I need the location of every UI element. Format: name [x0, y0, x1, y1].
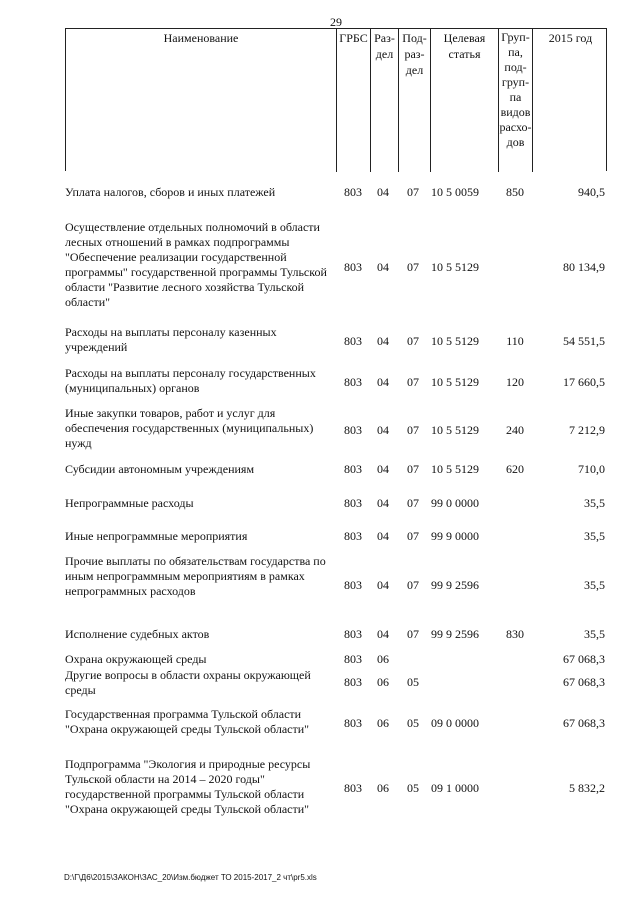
row-razdel: 04 [377, 375, 389, 389]
row-razdel: 04 [377, 627, 389, 641]
row-target-article: 09 0 0000 [431, 716, 479, 730]
table-header [65, 28, 607, 171]
row-name: Другие вопросы в области охраны окружающей среды [65, 668, 311, 697]
row-grbs: 803 [344, 496, 362, 510]
header-grbs: ГРБС [336, 29, 370, 172]
row-podrazdel: 07 [407, 185, 419, 199]
row-grbs: 803 [344, 375, 362, 389]
row-target-article: 10 5 5129 [431, 334, 479, 348]
row-target-article: 10 5 5129 [431, 462, 479, 476]
row-amount: 35,5 [584, 496, 605, 510]
row-name: Подпрограмма "Экология и природные ресурсы Тульской области на 2014 – 2020 годы" государственной программы Тульской области "Охрана окружающей среды Тульской области" [65, 757, 311, 816]
row-amount: 710,0 [578, 462, 605, 476]
row-grbs: 803 [344, 462, 362, 476]
row-name: Охрана окружающей среды [65, 652, 207, 666]
row-grbs: 803 [344, 334, 362, 348]
footer-file-path: D:\Г\Д6\2015\ЗАКОН\ЗАС_20\Изм.бюджет ТО 2015-2017_2 чт\pr5.xls [64, 873, 317, 882]
row-name: Государственная программа Тульской области "Охрана окружающей среды Тульской области" [65, 707, 310, 736]
row-name: Субсидии автономным учреждениям [65, 462, 255, 476]
row-name: Прочие выплаты по обязательствам государства по иным непрограммным мероприятиям в рамках непрограммных расходов [65, 554, 326, 598]
row-group: 120 [506, 375, 524, 389]
row-razdel: 04 [377, 462, 389, 476]
row-podrazdel: 07 [407, 260, 419, 274]
row-razdel: 06 [377, 675, 389, 689]
row-target-article: 99 0 0000 [431, 496, 479, 510]
row-group: 110 [506, 334, 524, 348]
row-target-article: 99 9 2596 [431, 578, 479, 592]
row-razdel: 04 [377, 578, 389, 592]
row-target-article: 10 5 0059 [431, 185, 479, 199]
row-grbs: 803 [344, 578, 362, 592]
row-razdel: 04 [377, 260, 389, 274]
row-name: Иные непрограммные мероприятия [65, 529, 248, 543]
row-name: Уплата налогов, сборов и иных платежей [65, 185, 276, 199]
header-target-article: Целевая статья [430, 29, 498, 172]
row-podrazdel: 07 [407, 375, 419, 389]
row-target-article: 10 5 5129 [431, 260, 479, 274]
row-grbs: 803 [344, 529, 362, 543]
row-grbs: 803 [344, 675, 362, 689]
row-podrazdel: 05 [407, 716, 419, 730]
row-target-article: 99 9 2596 [431, 627, 479, 641]
row-grbs: 803 [344, 716, 362, 730]
row-name: Расходы на выплаты персоналу казенных учреждений [65, 325, 277, 354]
header-year: 2015 год [532, 29, 608, 172]
row-razdel: 04 [377, 496, 389, 510]
row-grbs: 803 [344, 423, 362, 437]
row-amount: 67 068,3 [563, 675, 605, 689]
row-amount: 5 832,2 [569, 781, 605, 795]
row-group: 240 [506, 423, 524, 437]
row-podrazdel: 05 [407, 675, 419, 689]
row-razdel: 06 [377, 781, 389, 795]
row-name: Расходы на выплаты персоналу государственных (муниципальных) органов [65, 366, 316, 395]
row-group: 830 [506, 627, 524, 641]
row-amount: 7 212,9 [569, 423, 605, 437]
row-name: Непрограммные расходы [65, 496, 194, 510]
row-group: 850 [506, 185, 524, 199]
header-podrazdel: Под- раз- дел [398, 29, 430, 172]
row-podrazdel: 05 [407, 781, 419, 795]
row-grbs: 803 [344, 260, 362, 274]
row-podrazdel: 07 [407, 529, 419, 543]
row-podrazdel: 07 [407, 462, 419, 476]
row-podrazdel: 07 [407, 496, 419, 510]
row-amount: 35,5 [584, 578, 605, 592]
row-name: Иные закупки товаров, работ и услуг для обеспечения государственных (муниципальных) нужд [65, 406, 314, 450]
row-razdel: 06 [377, 652, 389, 666]
row-target-article: 10 5 5129 [431, 423, 479, 437]
row-amount: 35,5 [584, 627, 605, 641]
row-razdel: 06 [377, 716, 389, 730]
row-grbs: 803 [344, 652, 362, 666]
row-name: Осуществление отдельных полномочий в области лесных отношений в рамках подпрограммы "Обеспечение реализации государственной программы" государственной программы Тульской области "Развитие лесного хозяйства Тульской области" [65, 220, 327, 309]
row-razdel: 04 [377, 334, 389, 348]
row-amount: 17 660,5 [563, 375, 605, 389]
row-target-article: 09 1 0000 [431, 781, 479, 795]
row-amount: 35,5 [584, 529, 605, 543]
row-amount: 67 068,3 [563, 716, 605, 730]
row-razdel: 04 [377, 423, 389, 437]
row-grbs: 803 [344, 185, 362, 199]
page-number: 29 [330, 15, 342, 29]
row-podrazdel: 07 [407, 627, 419, 641]
row-grbs: 803 [344, 627, 362, 641]
row-amount: 54 551,5 [563, 334, 605, 348]
row-amount: 67 068,3 [563, 652, 605, 666]
row-grbs: 803 [344, 781, 362, 795]
row-razdel: 04 [377, 529, 389, 543]
header-razdel: Раз- дел [370, 29, 398, 172]
header-name: Наименование [163, 31, 239, 45]
header-group: Груп- па, под- груп- па видов расхо- дов [498, 29, 532, 172]
row-target-article: 99 9 0000 [431, 529, 479, 543]
row-target-article: 10 5 5129 [431, 375, 479, 389]
row-podrazdel: 07 [407, 578, 419, 592]
row-razdel: 04 [377, 185, 389, 199]
row-amount: 940,5 [578, 185, 605, 199]
row-group: 620 [506, 462, 524, 476]
row-name: Исполнение судебных актов [65, 627, 210, 641]
row-amount: 80 134,9 [563, 260, 605, 274]
row-podrazdel: 07 [407, 334, 419, 348]
row-podrazdel: 07 [407, 423, 419, 437]
